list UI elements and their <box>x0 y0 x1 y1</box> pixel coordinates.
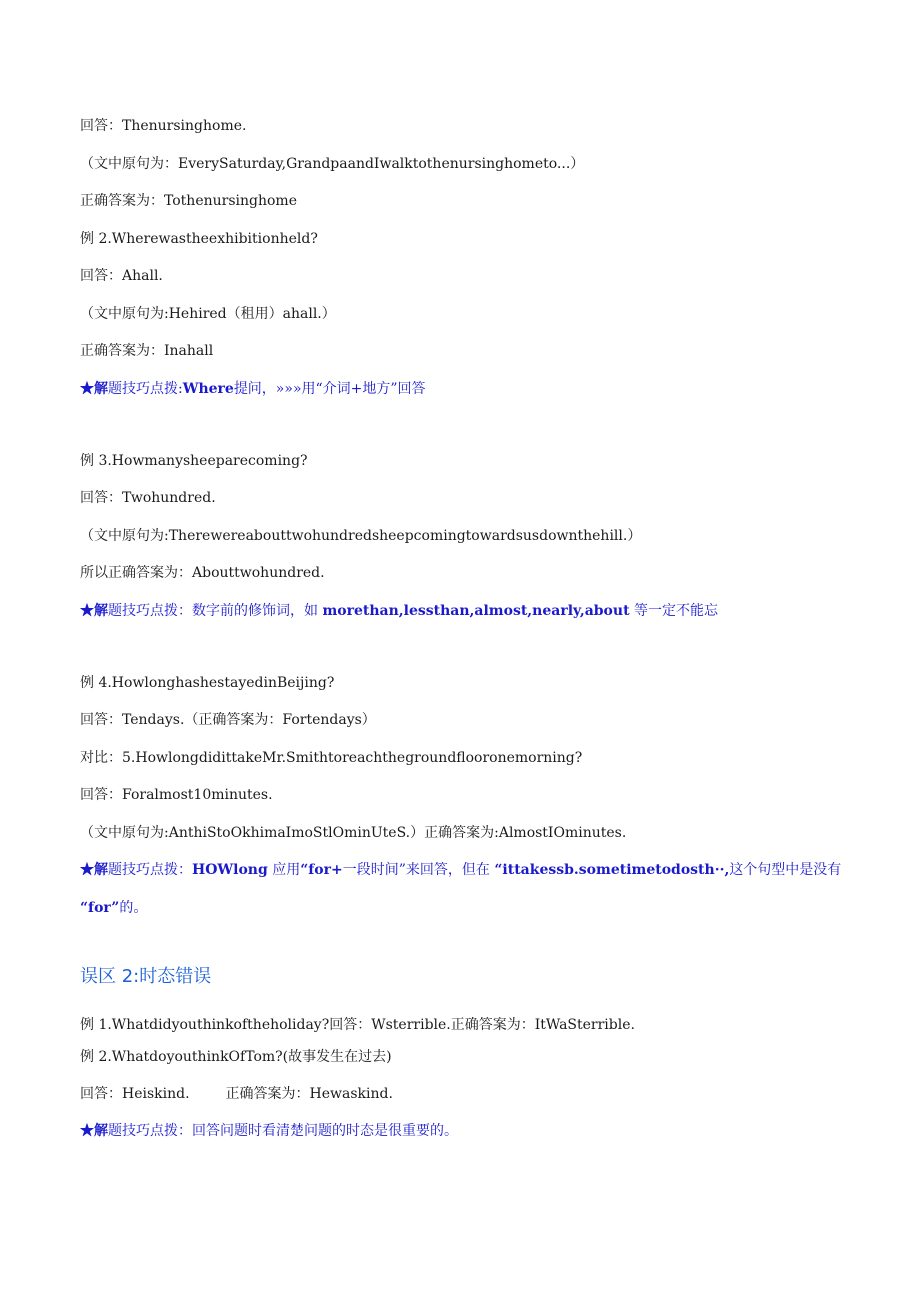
example-question-line: 例 2.Wherewastheexhibitionheld? <box>80 231 318 247</box>
tip-bold-text: “ittakessb.sometimetodosth··, <box>494 862 730 878</box>
original-sentence-line: （文中原句为:Hehired（租用）ahall.） <box>80 306 336 322</box>
tip-line <box>80 1121 458 1141</box>
tip-continuation-line <box>80 898 147 918</box>
correct-answer-line: 正确答案为：Inahall <box>80 343 214 359</box>
tip-text: 等一定不能忘 <box>629 603 718 619</box>
tip-text: 一段时间”来回答，但在 <box>342 862 495 878</box>
correct-answer-text: 正确答案为：Hewaskind. <box>225 1086 393 1102</box>
tip-line <box>80 601 718 621</box>
tip-star-label: ★解 <box>80 603 108 619</box>
answer-line: 回答：Thenursinghome. <box>80 118 247 134</box>
original-sentence-line: （文中原句为:AnthiStoOkhimaImoStlOminUteS.）正确答案为:AlmostIOminutes. <box>80 825 627 841</box>
tip-bold-text: “for” <box>80 900 120 916</box>
tip-text: 题技巧点拨: <box>108 381 183 397</box>
tip-bold-text: “for+ <box>300 862 343 878</box>
tip-text: 这个句型中是没有 <box>729 862 842 878</box>
tip-text: 提问，»»»用“介词+地方”回答 <box>233 381 426 397</box>
tip-bold-text: morethan,lessthan,almost,nearly,about <box>322 603 630 619</box>
tip-line <box>80 860 841 880</box>
tip-text: 题技巧点拨：数字前的修饰词，如 <box>108 603 323 619</box>
correct-answer-line: 正确答案为：Tothenursinghome <box>80 193 297 209</box>
tip-text: 题技巧点拨： <box>108 862 192 878</box>
example-question-line: 例 2.WhatdoyouthinkOfTom?(故事发生在过去) <box>80 1049 392 1065</box>
tip-bold-text: Where <box>182 381 234 397</box>
tip-text: 的。 <box>119 900 148 916</box>
answer-line: 回答：Ahall. <box>80 268 163 284</box>
tip-star-label: ★解 <box>80 1123 108 1139</box>
example-question-line: 例 3.Howmanysheeparecoming? <box>80 453 308 469</box>
comparison-line: 对比：5.HowlongdidittakeMr.Smithtoreachthegroundflooronemorning? <box>80 750 583 766</box>
tip-bold-text: HOWlong <box>192 862 268 878</box>
original-sentence-line: （文中原句为：EverySaturday,GrandpaandIwalktothenursinghometo...） <box>80 156 585 172</box>
answer-line: 回答：Foralmost10minutes. <box>80 787 273 803</box>
answer-line: 回答：Twohundred. <box>80 490 216 506</box>
tip-text: 题技巧点拨：回答问题时看清楚问题的时态是很重要的。 <box>108 1123 458 1139</box>
tip-star-label: ★解 <box>80 381 108 397</box>
tip-star-label: ★解 <box>80 862 108 878</box>
tip-text: 应用 <box>267 862 301 878</box>
section-heading: 误区 2:时态错误 <box>80 966 212 987</box>
correct-answer-line: 所以正确答案为：Abouttwohundred. <box>80 565 325 581</box>
answer-line: 回答：Tendays.（正确答案为：Fortendays） <box>80 712 376 728</box>
answer-text: 回答：Heiskind. <box>80 1086 190 1102</box>
example-question-line: 例 4.HowlonghashestayedinBeijing? <box>80 675 335 691</box>
example-question-line: 例 1.Whatdidyouthinkoftheholiday?回答：Wsterrible.正确答案为：ItWaSterrible. <box>80 1017 635 1033</box>
original-sentence-line: （文中原句为:Therewereabouttwohundredsheepcomingtowardsusdownthehill.） <box>80 528 642 544</box>
tip-line <box>80 379 426 399</box>
answer-line <box>80 1084 393 1104</box>
